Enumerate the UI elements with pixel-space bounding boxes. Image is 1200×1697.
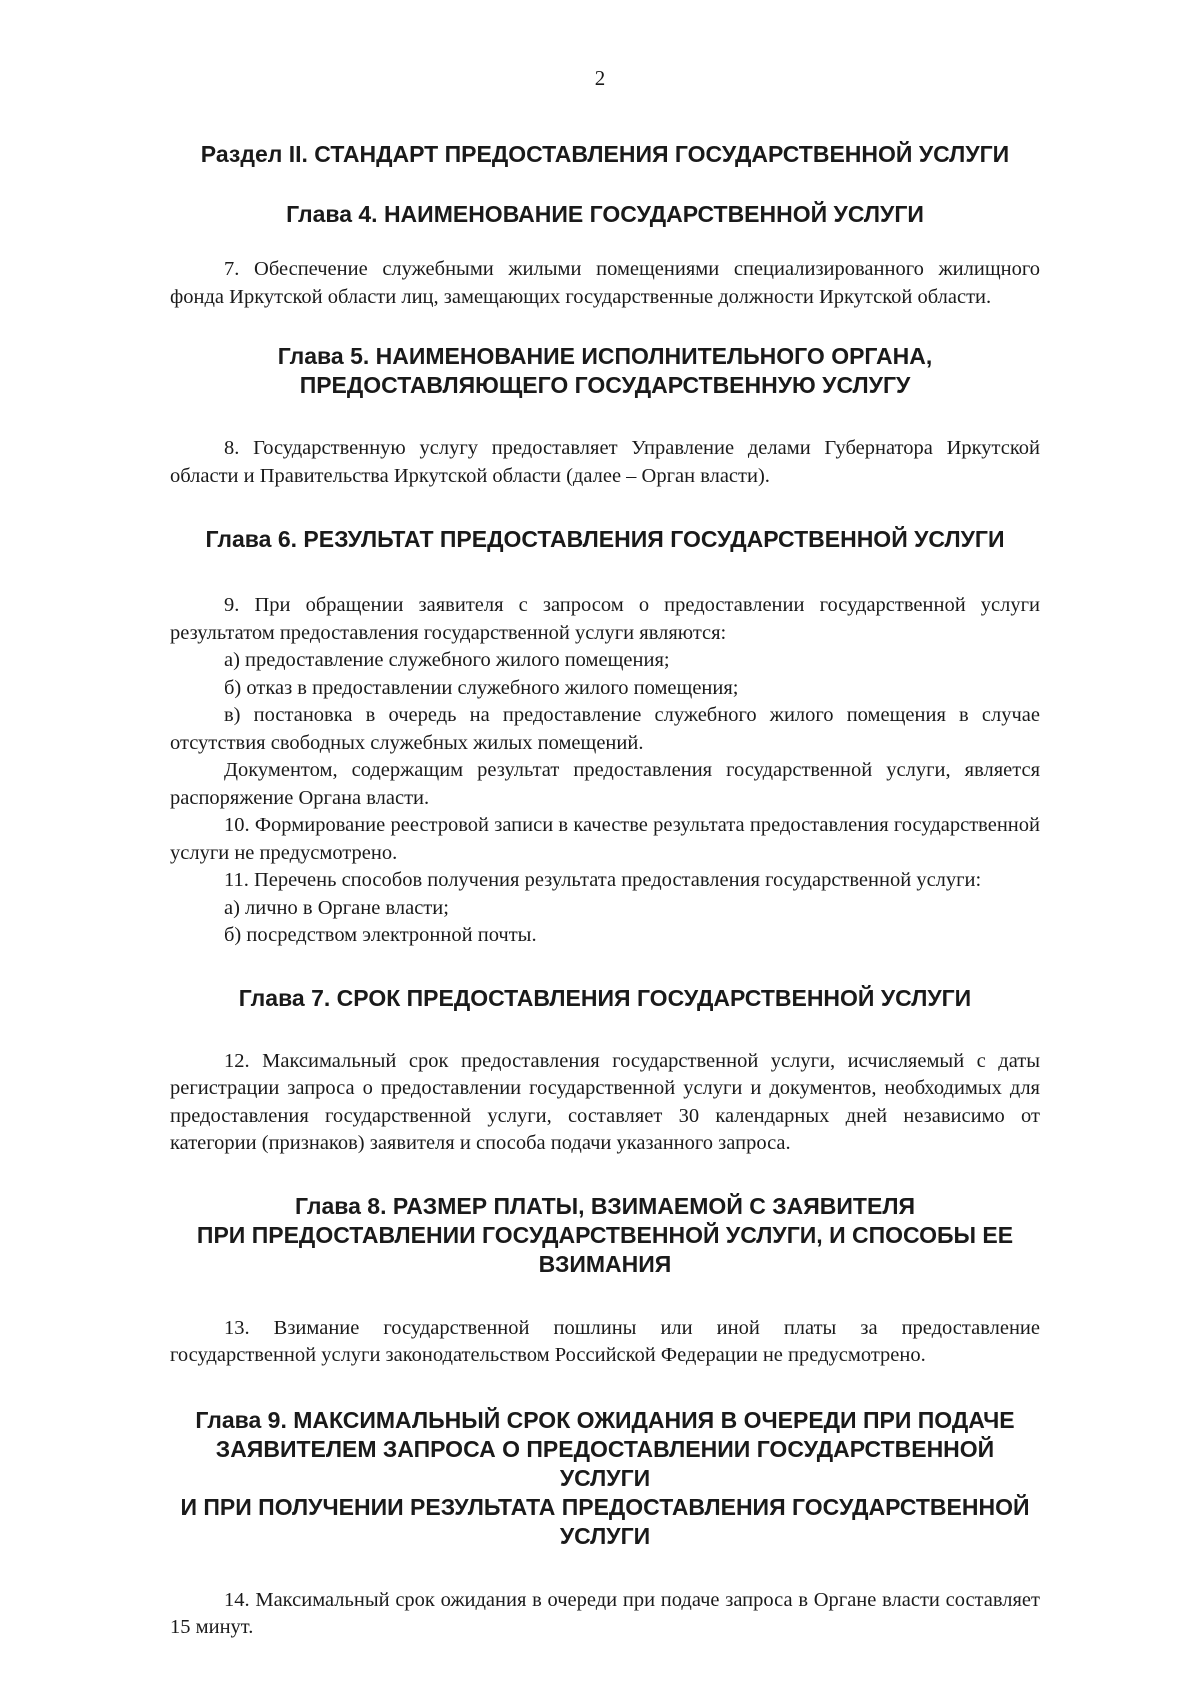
chapter-9-title-line-2: ЗАЯВИТЕЛЕМ ЗАПРОСА О ПРЕДОСТАВЛЕНИИ ГОСУДАРСТВЕННОЙ УСЛУГИ bbox=[215, 1435, 995, 1491]
chapter-8-title-line-2: ПРИ ПРЕДОСТАВЛЕНИИ ГОСУДАРСТВЕННОЙ УСЛУГИ, И СПОСОБЫ ЕЕ bbox=[196, 1221, 1014, 1248]
section-title: Раздел II. СТАНДАРТ ПРЕДОСТАВЛЕНИЯ ГОСУДАРСТВЕННОЙ УСЛУГИ bbox=[200, 141, 1010, 167]
paragraph-9: 9. При обращении заявителя с запросом о предоставлении государственной услуги результатом предоставления государственной услуги являются: bbox=[170, 594, 1040, 644]
chapter-5-title-line-2: ПРЕДОСТАВЛЯЮЩЕГО ГОСУДАРСТВЕННУЮ УСЛУГУ bbox=[299, 372, 911, 398]
chapter-8-title-line-3: ВЗИМАНИЯ bbox=[538, 1250, 672, 1277]
paragraph-11: 11. Перечень способов получения результата предоставления государственной услуги: bbox=[224, 869, 982, 891]
paragraph-8: 8. Государственную услугу предоставляет Управление делами Губернатора Иркутской области и Правительства Иркутской области (далее – Орган власти). bbox=[170, 437, 1040, 487]
page-number: 2 bbox=[594, 66, 606, 90]
paragraph-14: 14. Максимальный срок ожидания в очереди при подаче запроса в Органе власти составляет 15 минут. bbox=[170, 1588, 1040, 1638]
chapter-8-title-line-1: Глава 8. РАЗМЕР ПЛАТЫ, ВЗИМАЕМОЙ С ЗАЯВИТЕЛЯ bbox=[294, 1192, 915, 1219]
paragraph-9-result-document: Документом, содержащим результат предоставления государственной услуги, является распоряжение Органа власти. bbox=[170, 759, 1040, 809]
document-body bbox=[170, 140, 1040, 1642]
paragraph-7: 7. Обеспечение служебными жилыми помещениями специализированного жилищного фонда Иркутской области лиц, замещающих государственные должности Иркутской области. bbox=[170, 258, 1040, 308]
chapter-5-title bbox=[170, 342, 1040, 400]
chapter-9-title-line-4: УСЛУГИ bbox=[559, 1522, 651, 1549]
paragraph-9-item-a: а) предоставление служебного жилого помещения; bbox=[224, 649, 670, 671]
chapter-9-title-line-1: Глава 9. МАКСИМАЛЬНЫЙ СРОК ОЖИДАНИЯ В ОЧЕРЕДИ ПРИ ПОДАЧЕ bbox=[195, 1406, 1015, 1433]
paragraph-13: 13. Взимание государственной пошлины или иной платы за предоставление государственной услуги законодательством Российской Федерации не предусмотрено. bbox=[170, 1316, 1040, 1366]
chapter-5-title-line-1: Глава 5. НАИМЕНОВАНИЕ ИСПОЛНИТЕЛЬНОГО ОРГАНА, bbox=[277, 343, 933, 369]
chapter-7-title: Глава 7. СРОК ПРЕДОСТАВЛЕНИЯ ГОСУДАРСТВЕННОЙ УСЛУГИ bbox=[238, 984, 972, 1011]
paragraph-11-item-b: б) посредством электронной почты. bbox=[224, 924, 537, 946]
paragraph-12: 12. Максимальный срок предоставления государственной услуги, исчисляемый с даты регистрации запроса о предоставлении государственной услуги и документов, необходимых для предоставления государственной услуги, составляет 30 календарных дней независимо от категории (признаков) заявителя и способа подачи указанного запроса. bbox=[170, 1049, 1040, 1154]
chapter-8-title bbox=[170, 1192, 1040, 1279]
paragraph-9-item-c: в) постановка в очередь на предоставление служебного жилого помещения в случае отсутствия свободных служебных жилых помещений. bbox=[170, 704, 1040, 754]
paragraph-10: 10. Формирование реестровой записи в качестве результата предоставления государственной услуги не предусмотрено. bbox=[170, 814, 1040, 864]
paragraph-11-item-a: а) лично в Органе власти; bbox=[224, 896, 449, 919]
paragraph-9-item-b: б) отказ в предоставлении служебного жилого помещения; bbox=[224, 676, 739, 699]
chapter-4-title: Глава 4. НАИМЕНОВАНИЕ ГОСУДАРСТВЕННОЙ УСЛУГИ bbox=[286, 201, 924, 227]
chapter-6-title: Глава 6. РЕЗУЛЬТАТ ПРЕДОСТАВЛЕНИЯ ГОСУДАРСТВЕННОЙ УСЛУГИ bbox=[205, 526, 1005, 552]
chapter-9-title-line-3: И ПРИ ПОЛУЧЕНИИ РЕЗУЛЬТАТА ПРЕДОСТАВЛЕНИЯ ГОСУДАРСТВЕННОЙ bbox=[180, 1493, 1030, 1520]
chapter-9-title bbox=[170, 1406, 1040, 1551]
